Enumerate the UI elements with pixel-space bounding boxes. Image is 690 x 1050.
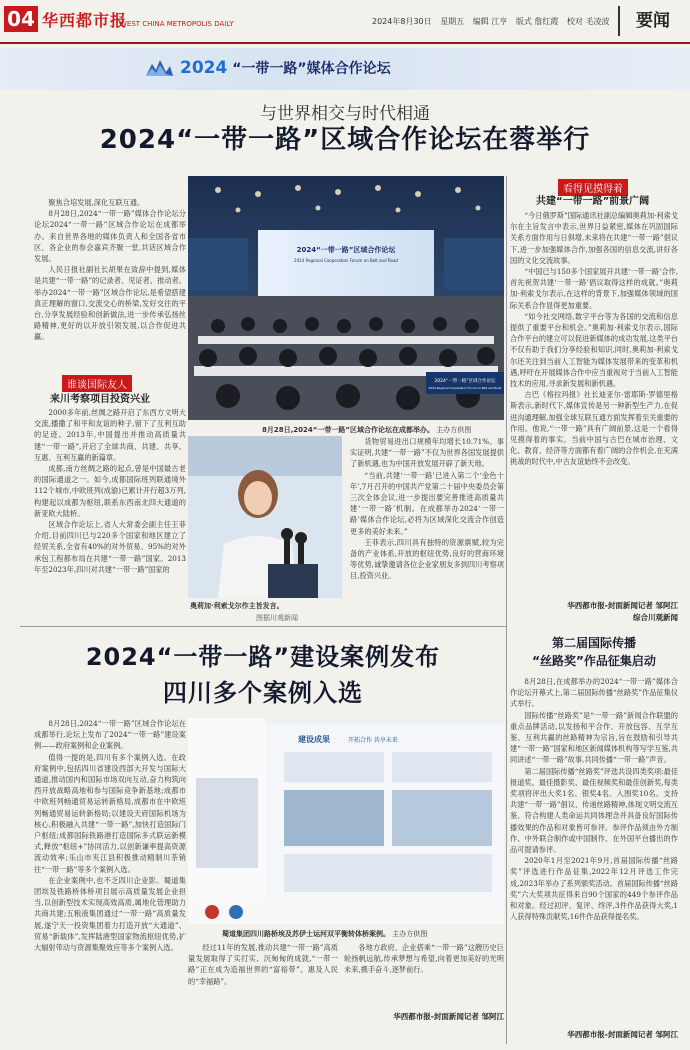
article-paragraph: 2000多年前,丝绸之路开启了东西方文明大交流,播撒了和平和友谊的种子,留下了互利互助的足迹。2013年,中国提出并推动高质量共建“一带一路”,开启了全球共商、共建、共享、互惠、互利互赢的新篇章。 (34, 408, 186, 462)
podium-sign-subtext: 2024 Regional Cooperation Forum on Belt and Road (428, 386, 502, 390)
article-paragraph: “当前,共建‘一带一路’已进入第二个‘金色十年’,7月召开的中国共产党第二十届中央委员会第三次全体会议,进一步提出要完善推进高质量共建‘一带一路’机制。在成都举办2024‘一带一路’媒体合作论坛,必将为区域深化交流合作创造更多的美好未来。” (350, 470, 504, 536)
column-divider (506, 176, 507, 1044)
story3-headline-line1: 第二届国际传播 (551, 636, 636, 650)
article-column-3 (510, 210, 678, 468)
article-paragraph: 国际传播“丝路奖”是“一带一路”新闻合作联盟的重点品牌活动,以发扬和平合作、开放包容、互学互鉴、互利共赢的丝路精神为宗旨,旨在鼓励和引导共建“一带一路”国家和地区新闻媒体机构等写学互鉴,共同讲述“一带一路”故事,共同传播“一带一路”声音。 (510, 710, 678, 765)
story2-photo-caption (222, 929, 427, 939)
story2-headline-line1: 2024“一带一路”建设案例发布 (85, 643, 441, 671)
kicker-label: 谁谈国际友人 (62, 375, 132, 392)
story3-column (510, 676, 678, 922)
article-paragraph: 古巴《格拉玛报》社长迪亚尔·雷耶斯·罗德里格斯表示,新时代下,媒体宣传是另一种新型生产力,在促进沟通理解,加强全球互联互通方面发挥着至关重要的作用。他说,“一带一路”具有广阔前景,这是一个看得见摸得着的事实。当前中国与古巴在城市治理、文化、教育、经济等方面都有着广阔的合作机会,在充满挑战的时代中,中古友谊始终不会改变。 (510, 390, 678, 467)
article-paragraph: “今日俄罗斯”国际通讯社副总编辑奥莉加·利索戈尔在主旨发言中表示,世界日益紧密,媒体在巩固国际关系方面作用与日俱增,未来将在共建“一带一路”倡议下,进一步加强媒体合作,加强各国的信息交流,讲好各国的文化交流故事。 (510, 211, 678, 265)
main-subhead: 与世界相交与时代相通 (260, 104, 430, 124)
story3-byline: 华西都市报-封面新闻记者 邹阿江 (567, 1030, 678, 1039)
board-title: 建设成果 (298, 735, 330, 744)
article-column-2 (350, 436, 504, 582)
newspaper-name: 华西都市报 (42, 11, 128, 30)
issue-meta (372, 16, 615, 27)
story2-headline-line2: 四川多个案例入选 (163, 679, 363, 707)
section-divider (20, 626, 506, 627)
article-paragraph: 第二届国际传播“丝路奖”评选共设四类奖项:最佳报道奖、最佳摄影奖、最佳视频奖和最佳创新奖,每类奖项将评出大奖1名、银奖4名、入围奖10名。支持共建“一带一路”倡议、传递丝路精神,体现文明交流互鉴、符合构建人类命运共同体理念并具备良好国际传播效果的作品和对象皆可参评。参评作品须由外方制作、中外联合制作或中国制作、在外国平台播出的作品可提请参评。 (510, 766, 678, 855)
article-paragraph: 货物贸易进出口规模年均增长10.71%。事实证明,共建“一带一路”不仅为世界各国发展提供了新机遇,也为中国开放发展开辟了新天地。 (350, 437, 504, 469)
kicker-label: 看得见摸得着 (558, 179, 628, 196)
article-paragraph: “中国已与150多个国家展开共建‘一带一路’合作,首先祝贺共建‘一带一路’倡议取得这样的成就。”奥莉加·利索戈尔表示,在这样的背景下,加强媒体领域的国际关系合作显得更加重要。 (510, 267, 679, 310)
speaker-illustration (188, 436, 342, 598)
main-byline-secondary: 综合川观新闻 (633, 613, 678, 622)
issue-weekday: 星期五 (440, 17, 465, 26)
story2-photo (188, 718, 504, 924)
editor: 编辑 江亨 (472, 17, 508, 26)
article-paragraph: 区域合作论坛上,省人大常委会副主任王菲介绍,目前四川已与220多个国家和地区建立了经贸关系,全省有40%的对外贸易、95%的对外承包工程都布局在共建“一带一路”国家。2013年至2023年,四川对共建“一带一路”国家的 (34, 520, 186, 574)
article-paragraph: 各地方政府、企业搭乘“一带一路”这艘历史巨轮扬帆远航,传承梦想与希望,向着更加美好的光明未来,携手奋斗,逐梦前行。 (344, 943, 504, 975)
main-photo-caption (262, 425, 471, 435)
newspaper-name-en: WEST CHINA METROPOLIS DAILY (120, 20, 234, 28)
exhibition-board-illustration (188, 718, 504, 924)
proofreader: 校对 毛凌波 (566, 17, 610, 26)
story2-photo-caption-text: 蜀道集团四川路桥埃及苏伊士运河双平衡转体桥案例。 (222, 930, 390, 938)
main-byline: 华西都市报-封面新闻记者 邹阿江 (567, 601, 678, 610)
banner-title (180, 58, 391, 78)
main-photo-credit: 主办方供图 (436, 426, 472, 434)
article-paragraph: “如今社交网络,数字平台等为各国的交流和信息提供了重要平台和机会。”奥莉加·利索戈尔表示,国际合作平台的建立可以促进新媒体的成功发展,这类平台不仅有助于我们分享经验和知识,同时,奥莉加·利索戈尔还关注到当前人工智能为媒体发展带来的变革和机遇,呼吁在开展媒体合作中应当重视对于当前人工智能技术的应用,寻求新发展和新机遇。 (510, 311, 678, 389)
lead-paragraph: 人民日报社副社长胡果在致辞中提到,媒体是共建“一带一路”的记录者、见证者、推动者。举办2024“一带一路”区域合作论坛,是希望搭建真正理解的窗口,交流交心的桥梁,发好交往的平台,分享发展经验和创新做法,进一步传承弘扬丝路精神,更好的以开放引领发展,以合作促进共赢。 (34, 265, 186, 342)
lead-paragraph: 聚焦合培发展,深化互联互通。 (48, 198, 145, 207)
interview-photo (188, 436, 342, 598)
kicker-title: 来川考察项目投资兴业 (50, 394, 150, 405)
podium-sign-text: 2024“一带一路”区域合作论坛 (434, 379, 496, 384)
page-number: 04 (4, 6, 38, 32)
interview-caption: 奥莉加·利索戈尔作主旨发言。 (190, 602, 284, 610)
banner-year: 2024 (180, 58, 228, 78)
article-column-1 (34, 407, 186, 575)
story3-headline-line2: “丝路奖”作品征集启动 (532, 654, 656, 668)
article-paragraph: 经过11年的发展,推动共建“一带一路”高质量发展取得了实打实、沉甸甸的成就,“一带一路”正在成为造福世界的“富裕带”、惠及人民的“幸福路”。 (188, 943, 338, 986)
article-paragraph: 在企业案例中,也不乏四川企业影。蜀道集团埃及铁路桥体桥项目展示高质量发展企业担当,以创新型技术实现高效高质,属地化管理助力共商共建;五粮液集团通过“一带一路”高质量发展,遂宁天一投资集团着力打造开放“大通道”、贸易“新载体”,发挥陆港型国家物流枢纽优势,扩大辐射带动与资源集聚效应等多个案例入选。 (34, 875, 186, 953)
article-paragraph: 王菲表示,四川具有独特的资源禀赋,较为完备的产业体系,开放的枢纽优势,良好的营商环境等优势,诚挚邀请各位企业家朋友多到四川考察项目,投资兴业。 (350, 537, 504, 581)
article-paragraph: 值得一提的是,四川有多个案例入选。在政府案例中,包括四川省建设西部大开发与国际大通道,推动国内和国际市场双向互动,奋力构筑向西开放战略高地和参与国际竞争新基地;成都市中欧班列畅通贸易运转新格局,成都市在中欧班列畅通贸易运转新格局;以建设天府国际机场为核心,积极融入共建“一带一路”,加快打造国际门户枢纽;成都国际铁路港打造国际多式联运新模式,释放“枢纽+”协同活力,以创新谦率提高资源流动效率;乐山市夹江县积极推动精制川茶销往“一带一路”等多个案例入选。 (34, 752, 186, 874)
lead-paragraph: 8月28日,2024“一带一路”媒体合作论坛分论坛2024“一带一路”区域合作论坛在成都举办。来自世界各地的媒体负责人和全国各省市区、各企业的参会嘉宾齐聚一堂,共话区域合作发展。 (34, 209, 186, 264)
board-subtitle: 开拓合作 共享未来 (348, 737, 398, 744)
story2-photo-credit: 主办方供图 (392, 930, 428, 938)
story2-column-1 (34, 718, 186, 953)
article-paragraph: 8月28日,在成都举办的2024“一带一路”媒体合作论坛开幕式上,第二届国际传播“丝路奖”作品征集仪式举行。 (510, 677, 678, 709)
lead-column (34, 197, 186, 343)
banner-label: “一带一路”媒体合作论坛 (232, 61, 391, 77)
article-paragraph: 2020年1月至2021年9月,首届国际传播“丝路奖”评选进行作品征集,2022年12月评选工作完成,2023年举办了系列颁奖活动。首届国际传播“丝路奖”六大奖项共征得来自90个国家的449个参评作品和对象。经过初评、复评、终评,3件作品获得大奖,1人获得特殊贡献奖,16件作品获得提名奖。 (510, 856, 679, 922)
main-photo-caption-text: 8月28日,2024“一带一路”区域合作论坛在成都举办。 (262, 426, 434, 434)
screen-title: 2024“一带一路”区域合作论坛 (296, 246, 396, 254)
main-headline: 2024“一带一路”区域合作论坛在蓉举行 (99, 125, 591, 155)
forum-logo-icon (144, 56, 174, 78)
screen-subtitle: 2024 Regional Cooperation Forum on Belt and Road (294, 258, 398, 263)
story2-byline: 华西都市报-封面新闻记者 邹阿江 (393, 1012, 504, 1021)
story2-column-2 (188, 942, 338, 987)
designer: 版式 詹红霞 (515, 17, 559, 26)
kicker-title: 共建“一带一路”前景广阔 (536, 196, 650, 207)
conference-hall-illustration (188, 176, 504, 420)
section-tag: 要闻 (618, 6, 686, 36)
article-paragraph: 8月28日,2024“一带一路”区域合作论坛在成都举行,论坛上发布了2024“一带一路”建设案例——政府案例和企业案例。 (34, 719, 186, 751)
main-photo (188, 176, 504, 420)
issue-date: 2024年8月30日 (372, 17, 432, 26)
interview-credit: 图据川观新闻 (256, 614, 298, 622)
story2-column-3 (344, 942, 504, 976)
article-paragraph: 成都,南方丝绸之路的起点,曾是中国最古老的国际通道之一。如今,成都国际班列联通境外112个城市,中欧班列(成渝)已累计开行超3万列,构建起以成都为枢纽,联系东西南北四大通道的新亚欧大陆桥。 (34, 464, 186, 518)
